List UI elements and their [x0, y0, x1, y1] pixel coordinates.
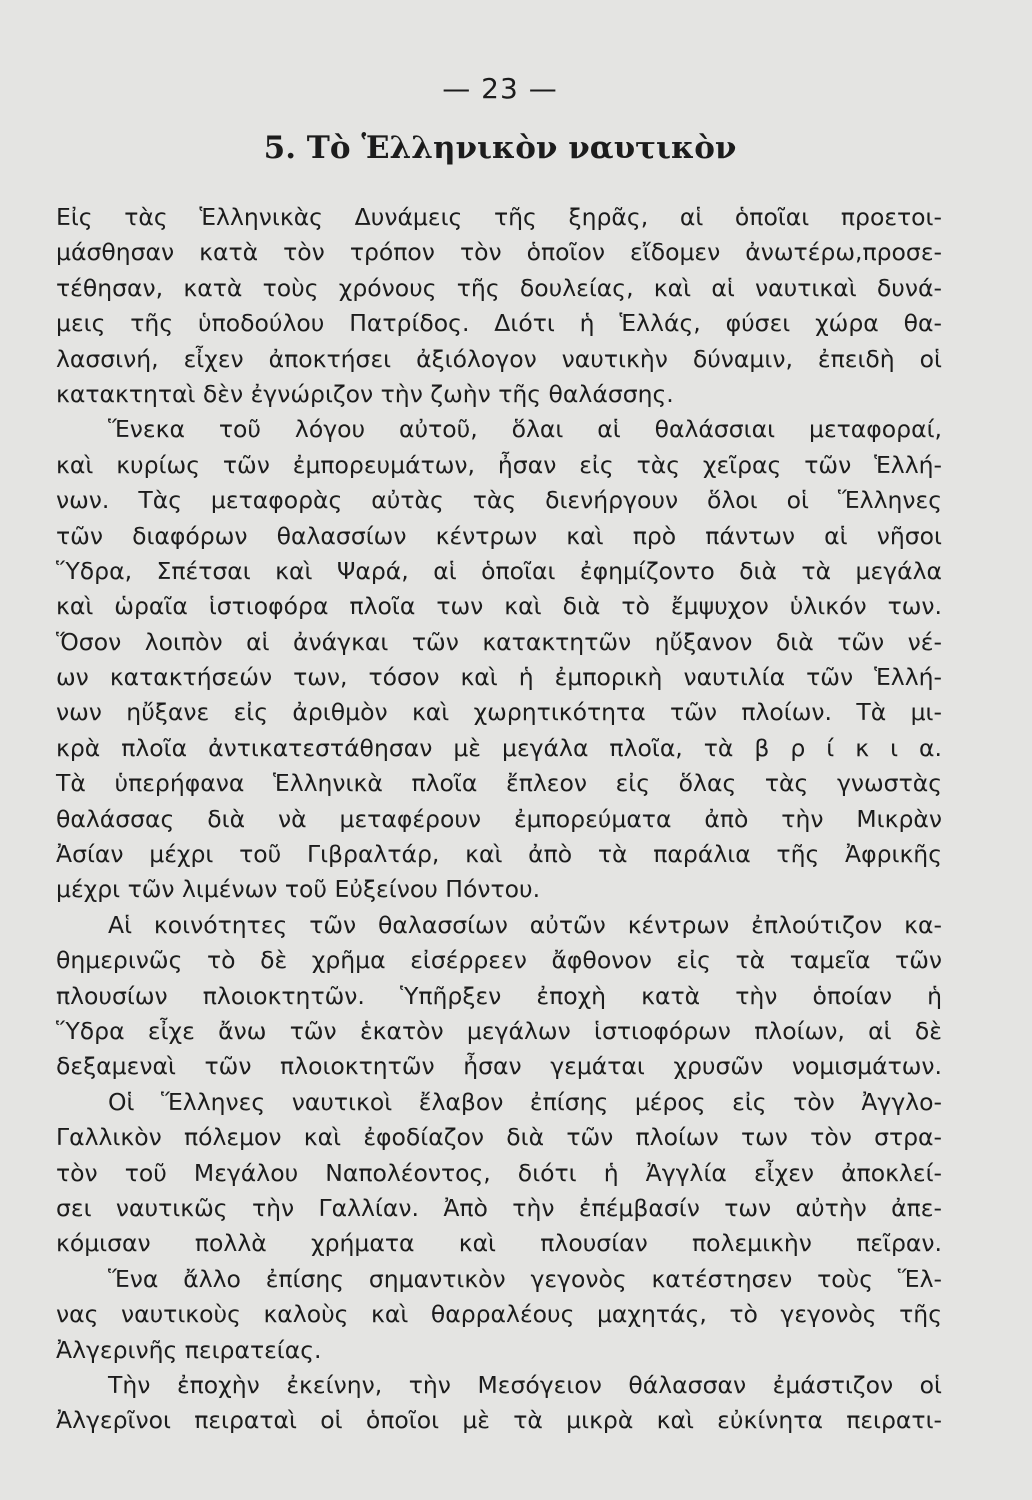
text-line: νας ναυτικοὺς καλοὺς καὶ θαρραλέους μαχητάς, τὸ γεγονὸς τῆς — [56, 1300, 942, 1329]
text-line: Τὰ ὑπερήφανα Ἑλληνικὰ πλοῖα ἔπλεον εἰς ὅλας τὰς γνωστὰς — [56, 769, 942, 798]
page-number: — 23 — — [442, 72, 558, 105]
text-line: Τὴν ἐποχὴν ἐκείνην, τὴν Μεσόγειον θάλασσαν ἐμάστιζον οἱ — [108, 1370, 942, 1399]
text-line: τῶν διαφόρων θαλασσίων κέντρων καὶ πρὸ πάντων αἱ νῆσοι — [56, 521, 942, 550]
text-line: κατακτηταὶ δὲν ἐγνώριζον τὴν ζωὴν τῆς θαλάσσης. — [56, 379, 674, 408]
text-line: θημερινῶς τὸ δὲ χρῆμα εἰσέρρεεν ἄφθονον εἰς τὰ ταμεῖα τῶν — [56, 946, 942, 975]
text-line: Οἱ Ἕλληνες ναυτικοὶ ἔλαβον ἐπίσης μέρος εἰς τὸν Ἀγγλο- — [108, 1087, 942, 1116]
text-line: Ἕνεκα τοῦ λόγου αὐτοῦ, ὅλαι αἱ θαλάσσιαι μεταφοραί, — [108, 415, 942, 444]
text-line: λασσινή, εἶχεν ἀποκτήσει ἀξιόλογον ναυτικὴν δύναμιν, ἐπειδὴ οἱ — [56, 344, 942, 373]
text-line: Ὕδρα εἶχε ἄνω τῶν ἑκατὸν μεγάλων ἱστιοφόρων πλοίων, αἱ δὲ — [56, 1016, 942, 1045]
text-line: σει ναυτικῶς τὴν Γαλλίαν. Ἀπὸ τὴν ἐπέμβασίν των αὐτὴν ἀπε- — [56, 1193, 942, 1222]
text-line: Ἀλγερῖνοι πειραταὶ οἱ ὁποῖοι μὲ τὰ μικρὰ καὶ εὐκίνητα πειρατι- — [56, 1406, 942, 1435]
text-line: κρὰ πλοῖα ἀντικατεστάθησαν μὲ μεγάλα πλοῖα, τὰ β ρ ί κ ι α. — [56, 733, 942, 762]
text-line: μέχρι τῶν λιμένων τοῦ Εὐξείνου Πόντου. — [56, 875, 541, 904]
text-line: νων ηὔξανε εἰς ἀριθμὸν καὶ χωρητικότητα τῶν πλοίων. Τὰ μι- — [56, 698, 942, 727]
text-line: καὶ ὡραῖα ἱστιοφόρα πλοῖα των καὶ διὰ τὸ ἔμψυχον ὑλικόν των. — [56, 592, 942, 621]
text-line: τέθησαν, κατὰ τοὺς χρόνους τῆς δουλείας, καὶ αἱ ναυτικαὶ δυνά- — [56, 273, 942, 302]
text-line: κόμισαν πολλὰ χρήματα καὶ πλουσίαν πολεμικὴν πεῖραν. — [56, 1229, 942, 1258]
text-line: δεξαμεναὶ τῶν πλοιοκτητῶν ἦσαν γεμάται χρυσῶν νομισμάτων. — [56, 1052, 942, 1081]
text-line: ων κατακτήσεών των, τόσον καὶ ἡ ἐμπορικὴ ναυτιλία τῶν Ἑλλή- — [56, 663, 942, 692]
text-line: θαλάσσας διὰ νὰ μεταφέρουν ἐμπορεύματα ἀπὸ τὴν Μικρὰν — [56, 804, 942, 833]
text-line: Γαλλικὸν πόλεμον καὶ ἐφοδίαζον διὰ τῶν πλοίων των τὸν στρα- — [56, 1123, 942, 1152]
text-line: Αἱ κοινότητες τῶν θαλασσίων αὐτῶν κέντρων ἐπλούτιζον κα- — [108, 910, 942, 939]
text-line: τὸν τοῦ Μεγάλου Ναπολέοντος, διότι ἡ Ἀγγλία εἶχεν ἀποκλεί- — [56, 1158, 942, 1187]
text-line: μάσθησαν κατὰ τὸν τρόπον τὸν ὁποῖον εἴδομεν ἀνωτέρω,προσε- — [56, 238, 942, 267]
text-line: Ὅσον λοιπὸν αἱ ἀνάγκαι τῶν κατακτητῶν ηὔξανον διὰ τῶν νέ- — [56, 627, 942, 656]
chapter-title: 5. Τὸ Ἑλληνικὸν ναυτικὸν — [263, 130, 737, 166]
text-line: νων. Τὰς μεταφορὰς αὐτὰς τὰς διενήργουν ὅλοι οἱ Ἕλληνες — [56, 486, 942, 515]
text-line: Ἕνα ἄλλο ἐπίσης σημαντικὸν γεγονὸς κατέστησεν τοὺς Ἕλ- — [108, 1264, 942, 1293]
body-text — [56, 200, 942, 1439]
text-line: καὶ κυρίως τῶν ἐμπορευμάτων, ἦσαν εἰς τὰς χεῖρας τῶν Ἑλλή- — [56, 450, 942, 479]
text-line: Εἰς τὰς Ἑλληνικὰς Δυνάμεις τῆς ξηρᾶς, αἱ ὁποῖαι προετοι- — [56, 203, 942, 231]
text-line: Ὕδρα, Σπέτσαι καὶ Ψαρά, αἱ ὁποῖαι ἐφημίζοντο διὰ τὰ μεγάλα — [56, 556, 942, 585]
text-line: μεις τῆς ὑποδούλου Πατρίδος. Διότι ἡ Ἑλλάς, φύσει χώρα θα- — [56, 309, 942, 338]
text-line: πλουσίων πλοιοκτητῶν. Ὑπῆρξεν ἐποχὴ κατὰ τὴν ὁποίαν ἡ — [56, 981, 942, 1010]
text-line: Ἀσίαν μέχρι τοῦ Γιβραλτάρ, καὶ ἀπὸ τὰ παράλια τῆς Ἀφρικῆς — [56, 840, 942, 869]
text-line: Ἀλγερινῆς πειρατείας. — [56, 1335, 322, 1364]
